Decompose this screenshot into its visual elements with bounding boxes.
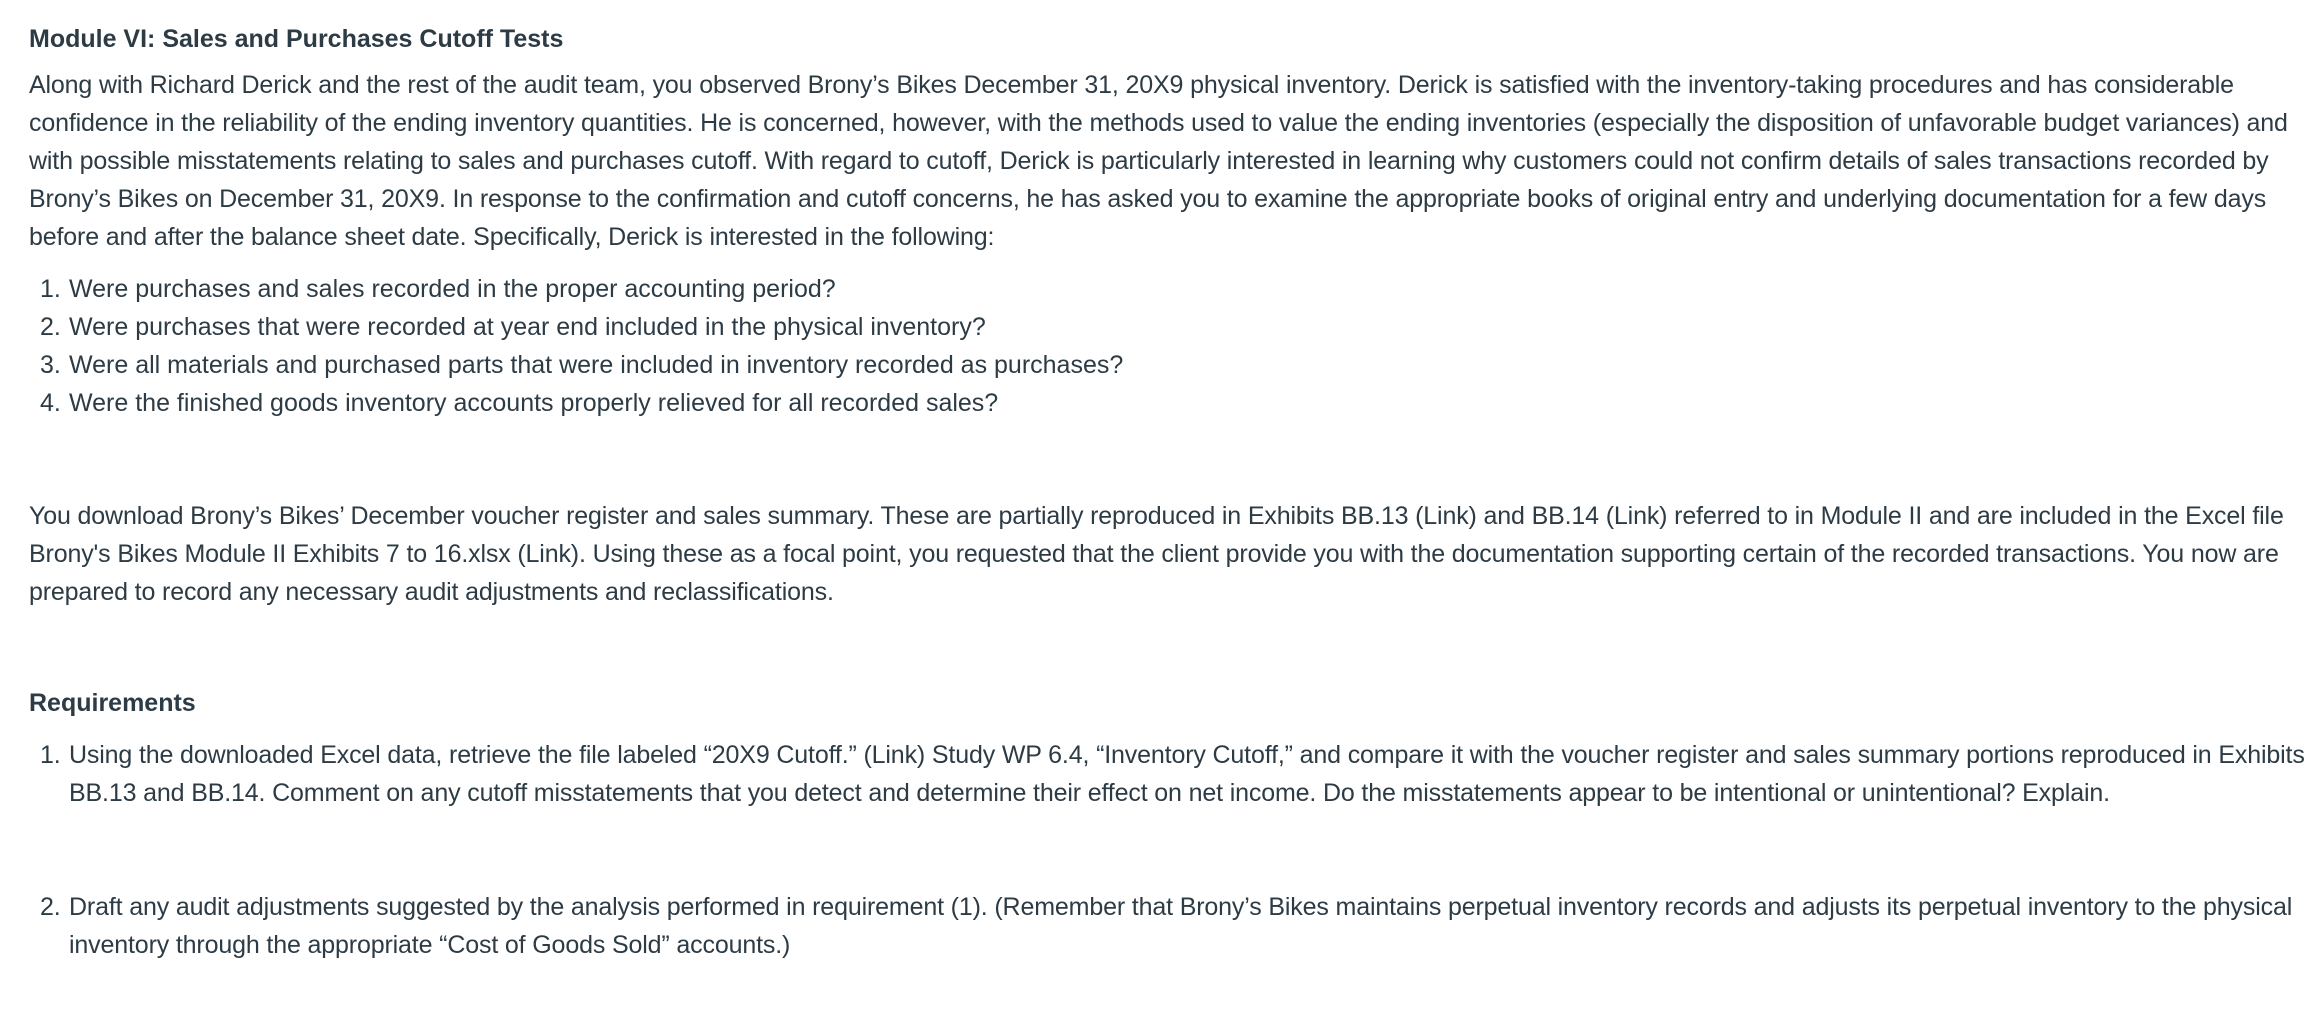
requirements-heading: Requirements [29, 689, 196, 717]
download-paragraph: You download Brony’s Bikes’ December voucher register and sales summary. These are partially reproduced in Exhibits BB.13 (Link) and BB.14 (Link) referred to in Module II and are included in the Excel file Brony's Bikes Module II Exhibits 7 to 16.xlsx (Link). Using these as a focal point, you requested that the client provide you with the documentation supporting certain of the recorded transactions. You now are prepared to record any necessary audit adjustments and reclassifications. [29, 502, 2284, 606]
spacer [40, 812, 2312, 888]
list-item-number: 3. [40, 351, 61, 379]
list-item-text: Were purchases and sales recorded in the proper accounting period? [69, 275, 836, 303]
list-item [40, 346, 2312, 384]
spacer [29, 611, 2312, 686]
list-item-number: 1. [40, 275, 61, 303]
list-item-number: 2. [40, 313, 61, 341]
spacer [29, 422, 2312, 497]
requirement-text: Draft any audit adjustments suggested by the analysis performed in requirement (1). (Remember that Brony’s Bikes maintains perpetual inventory records and adjusts its perpetual inventory to the physical inventory through the appropriate “Cost of Goods Sold” accounts.) [69, 893, 2293, 959]
module-title: Module VI: Sales and Purchases Cutoff Tests [29, 25, 564, 53]
requirement-item [40, 888, 2310, 964]
requirement-number: 2. [40, 893, 61, 921]
list-item-text: Were purchases that were recorded at year end included in the physical inventory? [69, 313, 986, 341]
list-item-number: 4. [40, 389, 61, 417]
requirements-list [29, 736, 2312, 964]
list-item [40, 384, 2312, 422]
list-item-text: Were all materials and purchased parts that were included in inventory recorded as purchases? [69, 351, 1124, 379]
list-item-text: Were the finished goods inventory accounts properly relieved for all recorded sales? [69, 389, 999, 417]
requirement-number: 1. [40, 741, 61, 769]
requirement-text: Using the downloaded Excel data, retrieve the file labeled “20X9 Cutoff.” (Link) Study WP 6.4, “Inventory Cutoff,” and compare it with the voucher register and sales summary portions reproduced in Exhibits BB.13 and BB.14. Comment on any cutoff misstatements that you detect and determine their effect on net income. Do the misstatements appear to be intentional or unintentional? Explain. [69, 741, 2305, 807]
list-item [40, 270, 2312, 308]
intro-paragraph: Along with Richard Derick and the rest of the audit team, you observed Brony’s Bikes December 31, 20X9 physical inventory. Derick is satisfied with the inventory-taking procedures and has considerable confidence in the reliability of the ending inventory quantities. He is concerned, however, with the methods used to value the ending inventories (especially the disposition of unfavorable budget variances) and with possible misstatements relating to sales and purchases cutoff. With regard to cutoff, Derick is particularly interested in learning why customers could not confirm details of sales transactions recorded by Brony’s Bikes on December 31, 20X9. In response to the confirmation and cutoff concerns, he has asked you to examine the appropriate books of original entry and underlying documentation for a few days before and after the balance sheet date. Specifically, Derick is interested in the following: [29, 71, 2288, 251]
requirement-item [40, 736, 2310, 812]
list-item [40, 308, 2312, 346]
question-list [29, 270, 2312, 422]
